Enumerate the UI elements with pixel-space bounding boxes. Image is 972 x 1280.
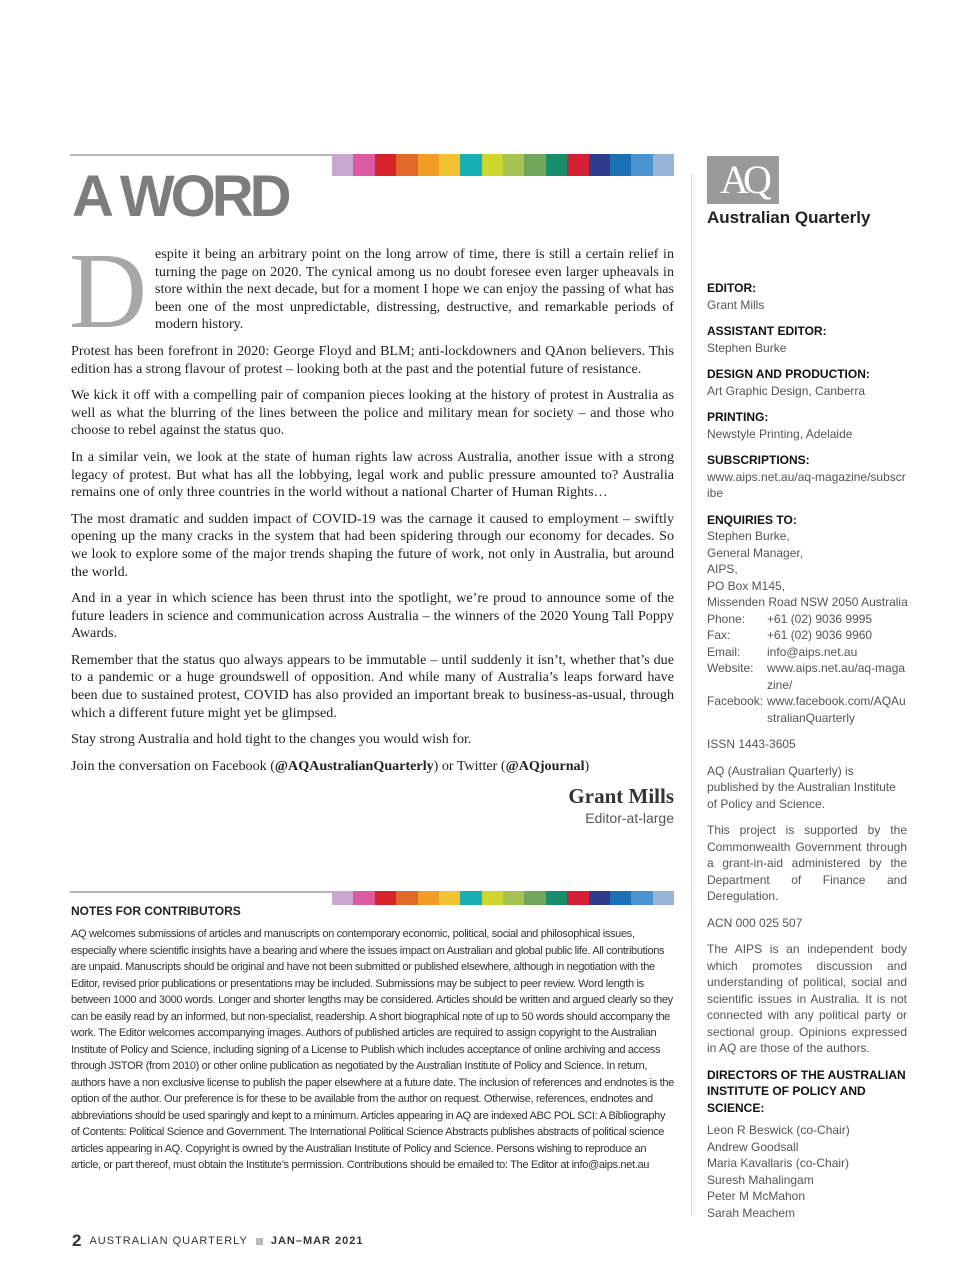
color-swatch bbox=[631, 891, 652, 905]
color-swatch bbox=[546, 891, 567, 905]
color-swatch bbox=[439, 891, 460, 905]
website-row: Website: www.aips.net.au/aq-magazine/ bbox=[707, 661, 906, 692]
assistant-editor-block: ASSISTANT EDITOR: Stephen Burke bbox=[707, 324, 827, 355]
director-item: Andrew Goodsall bbox=[707, 1139, 799, 1154]
color-swatch bbox=[589, 154, 610, 176]
drop-cap: D bbox=[69, 232, 147, 351]
aips-description: The AIPS is an independent body which promotes discussion and understanding of political, social and scientific issues in Australia. It is not connected with any political party or sectional group. Opinions expressed in AQ are those of the authors. bbox=[707, 942, 907, 1055]
paragraph-6: And in a year in which science has been thrust into the spotlight, we’re proud to announce some of the future leaders in science and communication across Australia – the winners of the 2020 Young Tall Poppy Awards. bbox=[71, 590, 674, 642]
published-by: AQ (Australian Quarterly) is published by the Australian Institute of Policy and Science. bbox=[707, 763, 896, 811]
aq-logo-icon: AQ bbox=[707, 156, 779, 204]
color-swatch bbox=[353, 891, 374, 905]
color-swatch bbox=[396, 154, 417, 176]
signature-role: Editor-at-large bbox=[585, 810, 674, 827]
color-swatch bbox=[503, 154, 524, 176]
masthead-sidebar bbox=[707, 280, 907, 1231]
color-swatch bbox=[482, 154, 503, 176]
subscriptions-block: SUBSCRIPTIONS: www.aips.net.au/aq-magazine/subscribe bbox=[707, 453, 906, 500]
design-block: DESIGN AND PRODUCTION: Art Graphic Design, Canberra bbox=[707, 367, 870, 398]
phone-row: Phone: +61 (02) 9036 9995 bbox=[707, 611, 873, 626]
subscriptions-link[interactable]: www.aips.net.au/aq-magazine/subscribe bbox=[707, 469, 906, 500]
director-item: Sarah Meachem bbox=[707, 1205, 796, 1220]
color-swatch bbox=[503, 891, 524, 905]
paragraph-3: We kick it off with a compelling pair of companion pieces looking at the history of protest in Australia as well as what the blurring of the lines between the police and military mean for society – and those who choose to rebel against the status quo. bbox=[71, 387, 674, 439]
page-number: 2 bbox=[72, 1231, 82, 1250]
notes-heading: NOTES FOR CONTRIBUTORS bbox=[71, 904, 241, 918]
color-swatch bbox=[332, 154, 353, 176]
director-item: Peter M McMahon bbox=[707, 1189, 806, 1203]
issue-date: JAN–MAR 2021 bbox=[270, 1235, 364, 1247]
top-rule bbox=[70, 154, 332, 156]
director-item: Maria Kavallaris (co-Chair) bbox=[707, 1156, 850, 1170]
color-swatch bbox=[524, 154, 545, 176]
color-swatch bbox=[567, 154, 588, 176]
editorial-body bbox=[69, 232, 674, 828]
column-divider bbox=[691, 175, 692, 1215]
supported-by: This project is supported by the Commonwealth Government through a grant-in-aid administered by the Department of Finance and Deregulation. bbox=[707, 823, 907, 903]
paragraph-5: The most dramatic and sudden impact of COVID-19 was the carnage it caused to employment – swiftly opening up the many cracks in the system that had been spidering through our economy for decades. So we look to explore some of the major trends shaping the future of work, not only in Australia, but around the world. bbox=[71, 510, 674, 580]
page-title: A WORD bbox=[72, 164, 288, 229]
notes-for-contributors bbox=[71, 904, 675, 1174]
color-swatch bbox=[418, 891, 439, 905]
facebook-handle-link[interactable]: @AQAustralianQuarterly bbox=[274, 757, 434, 774]
color-swatch bbox=[482, 891, 503, 905]
color-swatch bbox=[460, 891, 481, 905]
color-swatch bbox=[418, 154, 439, 176]
paragraph-4: In a similar vein, we look at the state of human rights law across Australia, another issue with a strong legacy of protest. But what has all the lobbying, legal work and public pressure amounted to? Australia remains one of only three countries in the world without a national Charter of Human Rights… bbox=[71, 448, 674, 501]
signature bbox=[71, 784, 674, 828]
page-footer bbox=[72, 1231, 364, 1251]
directors-block: DIRECTORS OF THE AUSTRALIAN INSTITUTE OF POLICY AND SCIENCE: Leon R Beswick (co-Chair) Andrew Goodsall Maria Kavallaris (co-Chair) Suresh Mahalingam Peter M McMahon Sarah Meachem bbox=[707, 1067, 906, 1220]
color-swatch bbox=[610, 891, 631, 905]
color-swatch bbox=[332, 891, 353, 905]
color-swatch bbox=[524, 891, 545, 905]
color-swatch bbox=[375, 891, 396, 905]
color-swatch bbox=[353, 154, 374, 176]
color-swatch bbox=[396, 891, 417, 905]
director-item: Suresh Mahalingam bbox=[707, 1172, 814, 1187]
color-swatch bbox=[610, 154, 631, 176]
paragraph-7: Remember that the status quo always appears to be immutable – until suddenly it isn’t, whether that’s due to a pandemic or a huge groundswell of opposition. And while many of Australia’s leaps forward have been due to sustained protest, COVID has also provided an important break to business-as-usual, through which a different future might yet be glimpsed. bbox=[71, 651, 674, 721]
color-swatch bbox=[439, 154, 460, 176]
website-link[interactable]: www.aips.net.au/aq-magazine/ bbox=[767, 661, 906, 692]
publication-name: AUSTRALIAN QUARTERLY bbox=[89, 1235, 248, 1247]
fax-row: Fax: +61 (02) 9036 9960 bbox=[707, 628, 873, 642]
notes-text: AQ welcomes submissions of articles and manuscripts on contemporary economic, political, social and philosophical issues, especially where scientific insights have a bearing and where the issues impact on Australian and global public life. All contributions are unpaid. Manuscripts should be original and have not been submitted or published elsewhere, although in negotiation with the Editor, revised prior publications or presentations may be included. Submissions may be subject to peer review. Word length is between 1000 and 3000 words. Longer and shorter lengths may be considered. Articles should be written and argued clearly so they can be easily read by an informed, but non-specialist, readership. A short biographical note of up to 50 words should accompany the work. The Editor welcomes accompanying images. Authors of published articles are required to assign copyright to the Australian Institute of Policy and Science, including signing of a License to Publish which includes acceptance of online archiving and access through JSTOR (from 2010) or other online publication as negotiated by the Australian Institute of Policy and Science. In return, authors have a non exclusive license to publish the paper elsewhere at a future date. The inclusion of references and endnotes is the option of the author. Our preference is for these to be available from the author on request. Otherwise, references, endnotes and abbreviations should be used sparingly and kept to a minimum. Articles appearing in AQ are indexed ABC POL SCI: A Bibliography of Contents: Political Science and Government. The International Political Science Abstracts publishes abstracts of political science articles appearing in AQ. Copyright is owned by the Australian Institute of Policy and Science. Persons wishing to reproduce an article, or part thereof, must obtain the Institute’s permission. Contributions should be emailed to: The Editor at info@aips.net.au bbox=[71, 928, 674, 1171]
enquiries-block: ENQUIRIES TO: Stephen Burke, General Manager, AIPS, PO Box M145, Missenden Road NSW 2050 Australia Phone: +61 (02) 9036 9995 Fax: +61 (02) 9036 9960 Email: info@aips.net.au Website: www.aips.net.au/aq-magazine/ Facebook: www.facebook.com/AQAustralianQuarterly bbox=[707, 512, 908, 725]
facebook-row: Facebook: www.facebook.com/AQAustralianQuarterly bbox=[707, 694, 906, 725]
twitter-handle-link[interactable]: @AQjournal bbox=[505, 757, 585, 774]
color-swatch bbox=[567, 891, 588, 905]
editor-block: EDITOR: Grant Mills bbox=[707, 281, 765, 312]
color-strip-notes bbox=[332, 891, 674, 905]
color-swatch bbox=[631, 154, 652, 176]
paragraph-8: Stay strong Australia and hold tight to the changes you would wish for. bbox=[71, 731, 472, 748]
color-swatch bbox=[653, 891, 674, 905]
color-swatch bbox=[546, 154, 567, 176]
acn: ACN 000 025 507 bbox=[707, 915, 803, 930]
director-item: Leon R Beswick (co-Chair) bbox=[707, 1123, 850, 1137]
paragraph-2: Protest has been forefront in 2020: George Floyd and BLM; anti-lockdowners and QAnon believers. This edition has a strong flavour of protest – looking both at the past and the potential future of resistance. bbox=[71, 342, 674, 377]
paragraph-1: Despite it being an arbitrary point on the long arrow of time, there is still a certain relief in turning the page on 2020. The cynical among us no doubt foresee even larger upheavals in store within the next decade, but for a moment I hope we can enjoy the passing of what has been one of the most unpredictable, distressing, destructive, and remarkable periods of modern history. bbox=[69, 232, 674, 351]
color-swatch bbox=[589, 891, 610, 905]
color-strip-top bbox=[332, 154, 674, 176]
logo-text: Australian Quarterly bbox=[707, 208, 871, 227]
color-swatch bbox=[460, 154, 481, 176]
paragraph-9: Join the conversation on Facebook (@AQAustralianQuarterly) or Twitter (@AQjournal) bbox=[71, 757, 590, 774]
email-link[interactable]: info@aips.net.au bbox=[767, 644, 858, 659]
issn: ISSN 1443-3605 bbox=[707, 737, 796, 751]
printing-block: PRINTING: Newstyle Printing, Adelaide bbox=[707, 410, 853, 441]
facebook-link[interactable]: www.facebook.com/AQAustralianQuarterly bbox=[767, 694, 906, 725]
color-swatch bbox=[375, 154, 396, 176]
separator-square-icon bbox=[256, 1238, 263, 1245]
notes-rule bbox=[70, 891, 332, 893]
email-row: Email: info@aips.net.au bbox=[707, 644, 907, 661]
color-swatch bbox=[653, 154, 674, 176]
signature-name: Grant Mills bbox=[568, 784, 674, 809]
